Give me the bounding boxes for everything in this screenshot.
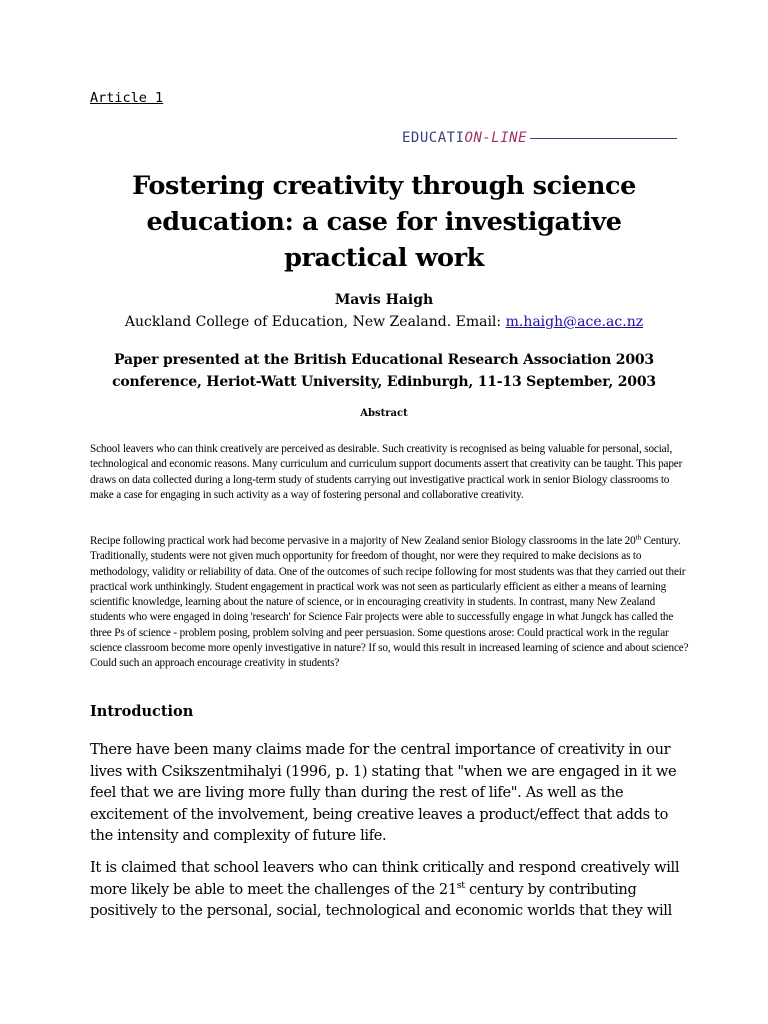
author-name: Mavis Haigh <box>334 292 434 308</box>
abstract-p2-text-a: Recipe following practical work had become pervasive in a majority of New Zealand senior Biology classrooms in the late 20 <box>90 535 636 547</box>
logo-rule <box>530 138 677 139</box>
logo-text-online: ON-LINE <box>464 130 528 146</box>
article-label: Article 1 <box>90 90 164 106</box>
abstract-p2-superscript: th <box>635 533 641 542</box>
logo-text-education: EDUCATI <box>402 130 465 146</box>
introduction-paragraph-1: There have been many claims made for the central importance of creativity in our lives with Csikszentmihalyi (1996, p. 1) stating that "when we are engaged in it we feel that we are living more fully than during the rest of life". As well as the excitement of the involvement, being creative leaves a product/effect that adds to the intensity and complexity of future life. <box>90 741 677 845</box>
abstract-p2-text-b: Century. Traditionally, students were not given much opportunity for freedom of thought, nor were they required to make decisions as to methodology, validity or reliability of data. One of the outcomes of such recipe following for most students was that they carried out their practical work unthinkingly. Student engagement in practical work was not seen as particularly efficient as either a means of learning scientific knowledge, learning about the nature of science, or in encouraging creativity in students. In contrast, many New Zealand students who were engaged in doing 'research' for Science Fair projects were able to successfully engage in what Jungck has called the three Ps of science - problem posing, problem solving and peer persuasion. Some questions arose: Could practical work in the regular science classroom become more openly investigative in nature? If so, would this result in increased learning of science and about science? Could such an approach encourage creativity in students? <box>90 535 689 670</box>
intro-p2-text-b: century by contributing positively to the personal, social, technological and economic worlds that they will <box>90 880 672 920</box>
abstract-heading: Abstract <box>360 408 408 419</box>
paper-title: Fostering creativity through science education: a case for investigative practical work <box>132 171 636 273</box>
conference-info: Paper presented at the British Educational Research Association 2003 conference, Heriot-Watt University, Edinburgh, 11-13 September, 2003 <box>112 352 656 390</box>
education-online-logo <box>402 128 677 148</box>
abstract-paragraph-2 <box>90 534 690 672</box>
intro-p2-superscript: st <box>456 879 465 891</box>
abstract-paragraph-1: School leavers who can think creatively are perceived as desirable. Such creativity is recognised as being valuable for personal, social, technological and economic reasons. Many curriculum and curriculum support documents assert that creativity can be taught. This paper draws on data collected during a long-term study of students carrying out investigative practical work in senior Biology classrooms to make a case for engaging in such activity as a way of fostering personal and collaborative creativity. <box>90 443 683 501</box>
intro-p2-text-a: It is claimed that school leavers who can think critically and respond creatively will more likely be able to meet the challenges of the 21 <box>90 859 680 898</box>
introduction-heading: Introduction <box>90 703 194 720</box>
affiliation-text: Auckland College of Education, New Zealand. Email: <box>124 314 506 330</box>
author-affiliation <box>90 313 678 331</box>
email-link[interactable]: m.haigh@ace.ac.nz <box>505 314 644 330</box>
introduction-paragraph-2 <box>90 857 690 922</box>
